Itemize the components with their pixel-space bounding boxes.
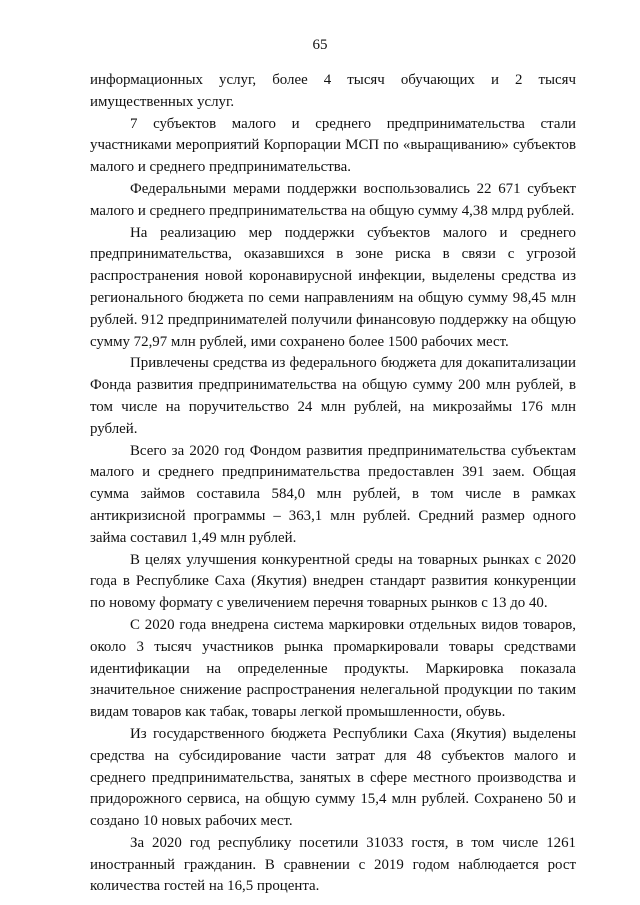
paragraph: В целях улучшения конкурентной среды на товарных рынках с 2020 года в Республике Саха (Якутия) внедрен стандарт развития конкуренции по новому формату с увеличением перечня товарных рынков с 13 до 40.	[90, 551, 576, 612]
paragraph: Федеральными мерами поддержки воспользовались 22 671 субъект малого и среднего предпринимательства на общую сумму 4,38 млрд рублей.	[90, 180, 576, 219]
document-body	[90, 70, 576, 898]
paragraph: Привлечены средства из федерального бюджета для докапитализации Фонда развития предпринимательства на общую сумму 200 млн рублей, в том числе на поручительство 24 млн рублей, на микрозаймы 176 млн рублей.	[90, 355, 576, 437]
paragraph: информационных услуг, более 4 тысяч обучающих и 2 тысяч имущественных услуг.	[90, 72, 576, 110]
paragraph: Всего за 2020 год Фондом развития предпринимательства субъектам малого и среднего предпринимательства предоставлен 391 заем. Общая сумма займов составила 584,0 млн рублей, в том числе в рамках антикризисной программы – 363,1 млн рублей. Средний размер одного займа составил 1,49 млн рублей.	[90, 442, 576, 546]
page-number: 65	[312, 37, 328, 53]
paragraph: С 2020 года внедрена система маркировки отдельных видов товаров, около 3 тысяч участников рынка промаркировали товары средствами идентификации на определенные продукты. Маркировка показала значительное снижение распространения нелегальной продукции по таким видам товаров как табак, товары легкой промышленности, обувь.	[90, 616, 576, 721]
paragraph: За 2020 год республику посетили 31033 гостя, в том числе 1261 иностранный гражданин. В сравнении с 2019 годом наблюдается рост количества гостей на 16,5 процента.	[90, 834, 576, 895]
paragraph: На реализацию мер поддержки субъектов малого и среднего предпринимательства, оказавшихся в зоне риска в связи с угрозой распространения новой коронавирусной инфекции, выделены средства из регионального бюджета по семи направлениям на общую сумму 98,45 млн рублей. 912 предпринимателей получили финансовую поддержку на общую сумму 72,97 млн рублей, ими сохранено более 1500 рабочих мест.	[90, 224, 576, 350]
paragraph: 7 субъектов малого и среднего предпринимательства стали участниками мероприятий Корпорации МСП по «выращиванию» субъектов малого и среднего предпринимательства.	[90, 115, 576, 176]
paragraph: Из государственного бюджета Республики Саха (Якутия) выделены средства на субсидирование части затрат для 48 субъектов малого и среднего предпринимательства, занятых в сфере местного производства и придорожного сервиса, на общую сумму 15,4 млн рублей. Сохранено 50 и создано 10 новых рабочих мест.	[90, 725, 576, 830]
